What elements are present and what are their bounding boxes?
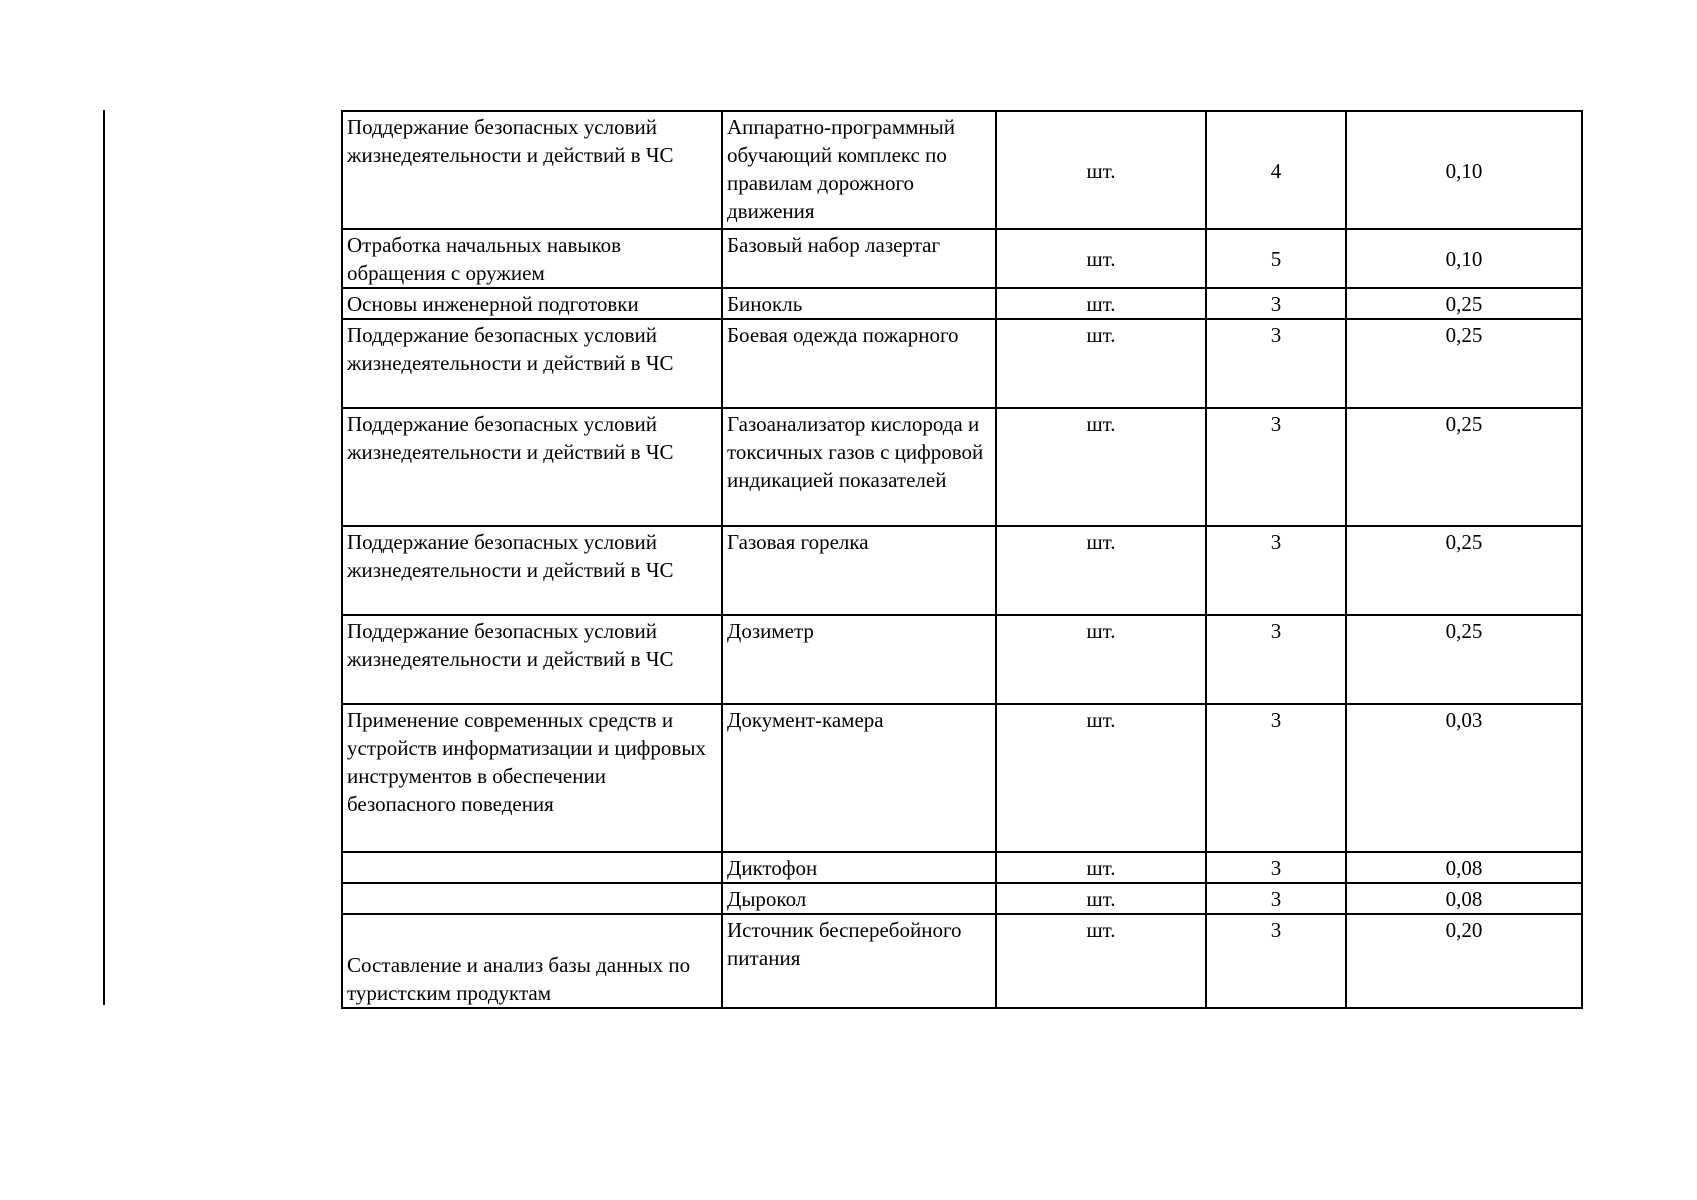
norm-cell: 0,25 bbox=[1346, 288, 1582, 319]
item-name-cell: Газоанализатор кислорода и токсичных газов с цифровой индикацией показателей bbox=[722, 408, 996, 526]
norm-cell: 0,25 bbox=[1346, 615, 1582, 704]
item-name-cell: Дозиметр bbox=[722, 615, 996, 704]
topic-cell: Поддержание безопасных условий жизнедеятельности и действий в ЧС bbox=[342, 408, 722, 526]
margin-line bbox=[103, 110, 105, 1005]
topic-cell: Отработка начальных навыков обращения с оружием bbox=[342, 229, 722, 288]
norm-cell: 0,08 bbox=[1346, 852, 1582, 883]
norm-cell: 0,08 bbox=[1346, 883, 1582, 914]
topic-cell: Поддержание безопасных условий жизнедеятельности и действий в ЧС bbox=[342, 111, 722, 229]
item-name-cell: Боевая одежда пожарного bbox=[722, 319, 996, 408]
topic-cell: Применение современных средств и устройств информатизации и цифровых инструментов в обеспечении безопасного поведения bbox=[342, 704, 722, 852]
topic-cell bbox=[342, 852, 722, 883]
table-row bbox=[342, 288, 1582, 319]
table-row bbox=[342, 229, 1582, 288]
quantity-cell: 3 bbox=[1206, 615, 1346, 704]
norm-cell: 0,25 bbox=[1346, 408, 1582, 526]
norm-cell: 0,20 bbox=[1346, 914, 1582, 1008]
unit-cell: шт. bbox=[996, 883, 1206, 914]
item-name-cell: Дырокол bbox=[722, 883, 996, 914]
topic-cell bbox=[342, 883, 722, 914]
equipment-table bbox=[341, 110, 1583, 1009]
table-row bbox=[342, 883, 1582, 914]
table-row bbox=[342, 526, 1582, 615]
quantity-cell: 3 bbox=[1206, 408, 1346, 526]
table-row bbox=[342, 615, 1582, 704]
unit-cell: шт. bbox=[996, 229, 1206, 288]
table-row bbox=[342, 408, 1582, 526]
table-row bbox=[342, 704, 1582, 852]
quantity-cell: 3 bbox=[1206, 704, 1346, 852]
norm-cell: 0,10 bbox=[1346, 111, 1582, 229]
item-name-cell: Источник бесперебойного питания bbox=[722, 914, 996, 1008]
topic-cell: Поддержание безопасных условий жизнедеятельности и действий в ЧС bbox=[342, 319, 722, 408]
item-name-cell: Документ-камера bbox=[722, 704, 996, 852]
table-row bbox=[342, 111, 1582, 229]
unit-cell: шт. bbox=[996, 319, 1206, 408]
quantity-cell: 3 bbox=[1206, 288, 1346, 319]
unit-cell: шт. bbox=[996, 704, 1206, 852]
table-row bbox=[342, 852, 1582, 883]
item-name-cell: Газовая горелка bbox=[722, 526, 996, 615]
item-name-cell: Аппаратно-программный обучающий комплекс по правилам дорожного движения bbox=[722, 111, 996, 229]
topic-cell: Поддержание безопасных условий жизнедеятельности и действий в ЧС bbox=[342, 526, 722, 615]
topic-cell: Составление и анализ базы данных по туристским продуктам bbox=[342, 914, 722, 1008]
norm-cell: 0,25 bbox=[1346, 526, 1582, 615]
item-name-cell: Базовый набор лазертаг bbox=[722, 229, 996, 288]
table-row bbox=[342, 319, 1582, 408]
unit-cell: шт. bbox=[996, 526, 1206, 615]
norm-cell: 0,10 bbox=[1346, 229, 1582, 288]
quantity-cell: 4 bbox=[1206, 111, 1346, 229]
unit-cell: шт. bbox=[996, 852, 1206, 883]
quantity-cell: 5 bbox=[1206, 229, 1346, 288]
quantity-cell: 3 bbox=[1206, 883, 1346, 914]
unit-cell: шт. bbox=[996, 111, 1206, 229]
quantity-cell: 3 bbox=[1206, 852, 1346, 883]
quantity-cell: 3 bbox=[1206, 526, 1346, 615]
unit-cell: шт. bbox=[996, 914, 1206, 1008]
item-name-cell: Диктофон bbox=[722, 852, 996, 883]
unit-cell: шт. bbox=[996, 615, 1206, 704]
norm-cell: 0,25 bbox=[1346, 319, 1582, 408]
quantity-cell: 3 bbox=[1206, 914, 1346, 1008]
norm-cell: 0,03 bbox=[1346, 704, 1582, 852]
topic-cell: Поддержание безопасных условий жизнедеятельности и действий в ЧС bbox=[342, 615, 722, 704]
quantity-cell: 3 bbox=[1206, 319, 1346, 408]
topic-cell: Основы инженерной подготовки bbox=[342, 288, 722, 319]
unit-cell: шт. bbox=[996, 408, 1206, 526]
table-row bbox=[342, 914, 1582, 1008]
item-name-cell: Бинокль bbox=[722, 288, 996, 319]
unit-cell: шт. bbox=[996, 288, 1206, 319]
